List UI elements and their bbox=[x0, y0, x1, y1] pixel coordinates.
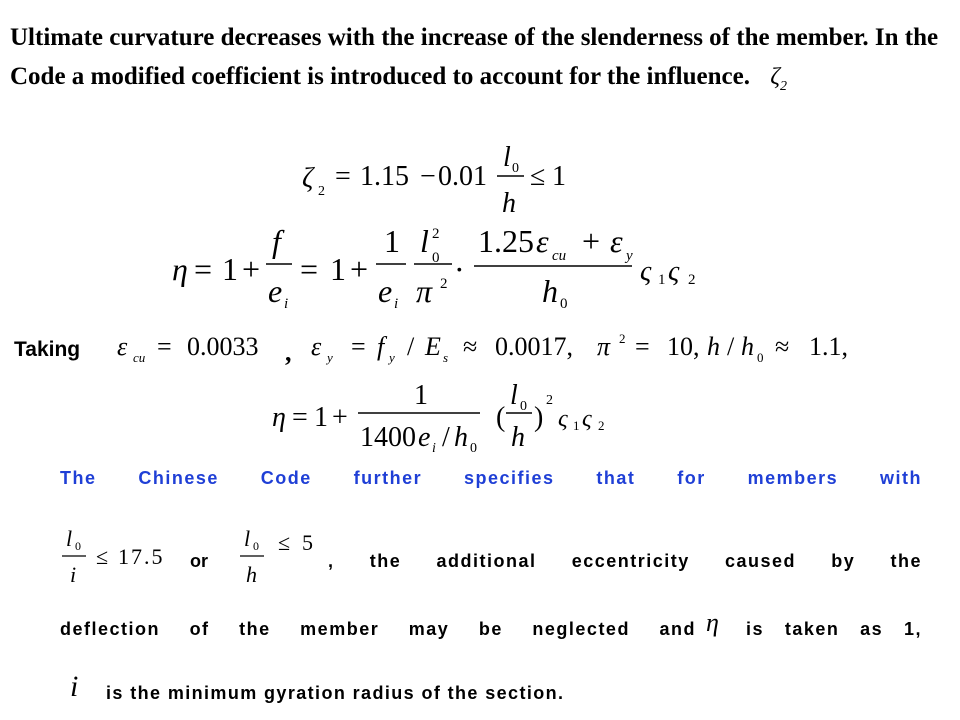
taking-cu: cu bbox=[133, 350, 146, 365]
eq1-l: l bbox=[503, 142, 511, 173]
eq2-y: y bbox=[626, 248, 633, 264]
spec-line3b-text: is taken as 1, bbox=[746, 619, 922, 639]
taking-approx2: ≈ bbox=[775, 332, 790, 361]
zeta-letter: ζ bbox=[770, 64, 780, 90]
taking-pi: π bbox=[597, 332, 611, 361]
eq3-slash: / bbox=[442, 422, 450, 453]
eq2-e2: e bbox=[378, 273, 393, 309]
eq1-zeta-sub: 2 bbox=[318, 184, 325, 199]
eq2-equals: = bbox=[194, 251, 213, 287]
intro-text: Ultimate curvature decreases with the increase of the slenderness of the member. In the Code a modified coefficient is introduced to account for the influence. bbox=[10, 24, 939, 90]
eq1-leq: ≤ bbox=[530, 161, 546, 192]
eta-inline: η bbox=[706, 608, 719, 637]
taking-slash2: / bbox=[727, 332, 735, 361]
eq2-pi: π bbox=[416, 273, 433, 309]
equation-eta-simplified bbox=[270, 378, 620, 456]
taking-eps: ε bbox=[117, 332, 128, 361]
zeta2-symbol bbox=[770, 64, 787, 94]
spec-line3a-text: deflection of the member may be neglected and bbox=[60, 619, 696, 639]
taking-val2: 0.0017, bbox=[495, 332, 573, 361]
taking-slash: / bbox=[407, 332, 415, 361]
eq2-one3: 1 bbox=[384, 223, 400, 259]
eq3-den-coef: 1400 bbox=[360, 422, 416, 453]
taking-val1: 0.0033 bbox=[187, 332, 259, 361]
taking-val3: 10, bbox=[667, 332, 700, 361]
cond1-i: i bbox=[70, 562, 77, 587]
cond2-l-sub: 0 bbox=[253, 539, 259, 553]
cond1-l: l bbox=[66, 526, 73, 551]
spec-line3b bbox=[746, 619, 922, 640]
cond1-l-sub: 0 bbox=[75, 539, 81, 553]
eq2-zeta2: ς bbox=[668, 256, 680, 287]
eq2-l-sup: 2 bbox=[432, 226, 440, 242]
eq1-equals: = bbox=[335, 161, 351, 192]
or-word: or bbox=[190, 551, 208, 571]
eq3-sq: 2 bbox=[546, 393, 553, 408]
eq3-zeta1-sub: 1 bbox=[573, 418, 580, 433]
taking-equations bbox=[115, 325, 860, 370]
eq2-pi-sup: 2 bbox=[440, 276, 448, 292]
eq3-zeta2: ς bbox=[582, 406, 592, 432]
eq2-f: f bbox=[272, 223, 281, 259]
taking-label: Taking bbox=[14, 338, 81, 361]
taking-s: s bbox=[443, 350, 449, 365]
taking-E: E bbox=[425, 332, 441, 361]
spec-line3a bbox=[60, 619, 696, 640]
eq3-equals: = bbox=[292, 402, 308, 433]
eq2-e: e bbox=[268, 273, 283, 309]
condition-l0-over-i bbox=[60, 520, 180, 592]
eq1-l-sub: 0 bbox=[512, 161, 519, 176]
eq3-eta: η bbox=[272, 402, 286, 433]
eq2-one: 1 bbox=[222, 251, 238, 287]
taking-h0-sub: 0 bbox=[757, 350, 764, 365]
eq2-one2: 1 bbox=[330, 251, 346, 287]
eq3-lparen: ( bbox=[496, 402, 506, 433]
spec-line4: is the minimum gyration radius of the section. bbox=[106, 683, 565, 703]
intro-paragraph bbox=[10, 18, 940, 106]
taking-h: h bbox=[707, 332, 720, 361]
eq1-coef: 0.01 bbox=[438, 161, 487, 192]
eq2-eps: ε bbox=[536, 223, 549, 259]
eq2-equals2: = bbox=[300, 251, 319, 287]
taking-h0: h bbox=[741, 332, 754, 361]
taking-fy: y bbox=[389, 350, 395, 365]
eq3-zeta1: ς bbox=[558, 406, 568, 432]
eq2-h: h bbox=[542, 273, 558, 309]
eq1-minus: − bbox=[420, 161, 436, 192]
eq3-zeta2-sub: 2 bbox=[598, 418, 605, 433]
eq3-plus: + bbox=[332, 402, 348, 433]
eq3-h-sub: 0 bbox=[470, 441, 477, 456]
eq1-rhs: 1 bbox=[552, 161, 566, 192]
eq2-eps2: ε bbox=[610, 223, 623, 259]
equation-zeta2 bbox=[290, 140, 590, 220]
spec-line2-text: , the additional eccentricity caused by the bbox=[328, 551, 922, 571]
eq2-zeta1-sub: 1 bbox=[658, 272, 666, 288]
eq2-plus2: + bbox=[350, 251, 369, 287]
eq2-cu: cu bbox=[552, 248, 567, 264]
eq2-plus3: + bbox=[582, 223, 601, 259]
eq2-zeta2-sub: 2 bbox=[688, 272, 696, 288]
taking-equals3: = bbox=[635, 332, 650, 361]
eq3-l-sub: 0 bbox=[520, 399, 527, 414]
eq1-zeta: ζ bbox=[302, 163, 314, 194]
eq3-rparen: ) bbox=[534, 402, 544, 433]
taking-val4: 1.1, bbox=[809, 332, 848, 361]
eq2-coef: 1.25 bbox=[478, 223, 534, 259]
spec-line2 bbox=[328, 551, 922, 572]
cond1-leq: ≤ bbox=[96, 544, 109, 569]
eq3-i: i bbox=[432, 441, 436, 456]
taking-equals: = bbox=[157, 332, 172, 361]
eq2-i2: i bbox=[394, 296, 399, 312]
cond1-val: 17.5 bbox=[118, 544, 165, 569]
cond2-l: l bbox=[244, 526, 251, 551]
eq2-zeta1: ς bbox=[640, 256, 652, 287]
taking-comma: , bbox=[285, 338, 292, 367]
taking-eps2: ε bbox=[311, 332, 322, 361]
eq2-l: l bbox=[420, 223, 429, 259]
taking-approx: ≈ bbox=[463, 332, 478, 361]
condition-l0-over-h bbox=[236, 520, 336, 592]
zeta-subscript: 2 bbox=[779, 78, 787, 94]
eq2-plus: + bbox=[242, 251, 261, 287]
spec-line1 bbox=[60, 468, 922, 489]
taking-y: y bbox=[327, 350, 333, 365]
eq3-e: e bbox=[418, 422, 431, 453]
eq3-l: l bbox=[510, 380, 518, 411]
spec-line1-text: The Chinese Code further specifies that for members with bbox=[60, 468, 922, 488]
cond2-leq: ≤ bbox=[278, 530, 291, 555]
equation-eta-full bbox=[170, 218, 730, 318]
eq1-const: 1.15 bbox=[360, 161, 409, 192]
cond2-val: 5 bbox=[302, 530, 313, 555]
eq2-i: i bbox=[284, 296, 289, 312]
eq3-num: 1 bbox=[414, 380, 428, 411]
eq3-one: 1 bbox=[314, 402, 328, 433]
i-symbol: i bbox=[70, 670, 79, 703]
eq3-hh: h bbox=[511, 422, 525, 453]
eq2-eta: η bbox=[172, 251, 188, 287]
taking-pi-sup: 2 bbox=[619, 331, 626, 346]
eq3-h: h bbox=[454, 422, 468, 453]
eq1-h: h bbox=[502, 188, 516, 219]
taking-f: f bbox=[377, 332, 385, 361]
eq2-h-sub: 0 bbox=[560, 296, 568, 312]
eq2-dot: · bbox=[454, 251, 465, 287]
taking-equals2: = bbox=[351, 332, 366, 361]
cond2-h: h bbox=[246, 562, 257, 587]
eq2-l-sub: 0 bbox=[432, 250, 440, 266]
